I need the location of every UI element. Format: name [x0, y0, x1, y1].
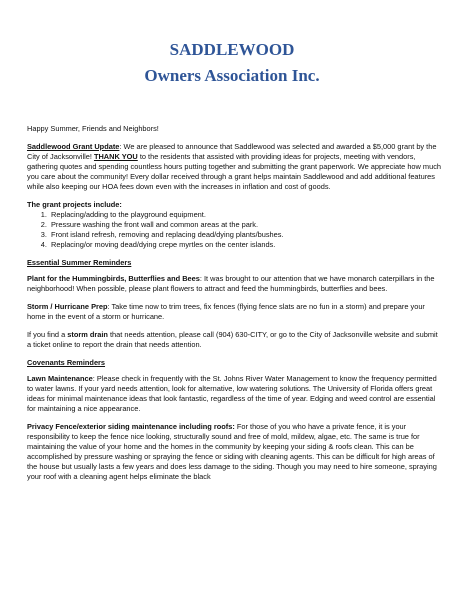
newsletter-body	[27, 124, 441, 490]
grant-text-a: : We are pleased to announce that Saddlewood was selected and awarded a $5,000 grant by the City of Jacksonville!	[27, 142, 437, 161]
lawn-label: Lawn Maintenance	[27, 374, 93, 383]
storm-label: Storm / Hurricane Prep	[27, 302, 108, 311]
storm-text: : Take time now to trim trees, fix fences (flying fence slats are no fun in a storm) and prepare your home in the event of a storm or hurricane.	[27, 302, 425, 321]
list-item: 4. Replacing/or moving dead/dying crepe myrtles on the center islands.	[49, 240, 441, 250]
list-item: 2. Pressure washing the front wall and common areas at the park.	[49, 220, 441, 230]
privacy-label: Privacy Fence/exterior siding maintenance including roofs:	[27, 422, 235, 431]
plant-paragraph	[27, 274, 441, 294]
plant-text: : It was brought to our attention that we have monarch caterpillars in the neighborhood! When possible, please plant flowers to attract and feed the hummingbirds, butterflies and bees.	[27, 274, 435, 293]
drain-label: storm drain	[67, 330, 108, 339]
grant-paragraph	[27, 142, 441, 192]
summer-heading: Essential Summer Reminders	[27, 258, 132, 267]
greeting: Happy Summer, Friends and Neighbors!	[27, 124, 159, 133]
drain-text-b: that needs attention, please call (904) 630-CITY, or go to the City of Jacksonville website and submit a ticket online to report the drain that needs attention.	[27, 330, 438, 349]
projects-heading: The grant projects include:	[27, 200, 122, 209]
association-subtitle: Owners Association Inc.	[144, 66, 320, 85]
drain-paragraph	[27, 330, 441, 350]
privacy-paragraph	[27, 422, 441, 482]
lawn-text: : Please check in frequently with the St. Johns River Water Management to know the frequency permitted to water lawns. If your yard needs attention, look for alternative, low watering solutions. The University of Florida offers great ideas for minimal maintenance ideas that look fantastic, regardless of the time of year. Edging and weed control are essential for maintaining a nice appearance.	[27, 374, 437, 413]
association-title: SADDLEWOOD	[169, 40, 295, 59]
plant-label: Plant for the Hummingbirds, Butterflies and Bees	[27, 274, 200, 283]
grant-heading: Saddlewood Grant Update	[27, 142, 120, 151]
drain-text-a: If you find a	[27, 330, 68, 339]
projects-list	[27, 210, 441, 250]
thank-you-text: THANK YOU	[93, 152, 138, 161]
privacy-text: For those of you who have a private fence, it is your responsibility to keep the fence nice looking, structurally sound and free of mold, mildew, algae, etc. The same is true for maintaining the value of your home and the homes in the community by keeping your siding & roofs clean. This can be accomplished by pressure washing or spraying the fence or siding with cleaning agents. This can be difficult for high areas of the house but usually lasts a few years and does less damage to the siding. Though you may need to hire someone, spraying your roof with a cleaning agent helps eliminate the black	[27, 422, 437, 481]
lawn-paragraph	[27, 374, 441, 414]
grant-text-b: to the residents that assisted with providing ideas for projects, meeting with vendors, gathering quotes and spending countless hours putting together and submitting the grant paperwork. We appreciate how much you care about the community! Every dollar received through a grant helps maintain Saddlewood and add additional features while also keeping our HOA fees down even with the increases in inflation and cost of goods.	[27, 152, 442, 191]
list-item: 1. Replacing/adding to the playground equipment.	[49, 210, 441, 220]
covenants-heading: Covenants Reminders	[27, 358, 106, 367]
storm-paragraph	[27, 302, 441, 322]
list-item: 3. Front island refresh, removing and replacing dead/dying plants/bushes.	[49, 230, 441, 240]
